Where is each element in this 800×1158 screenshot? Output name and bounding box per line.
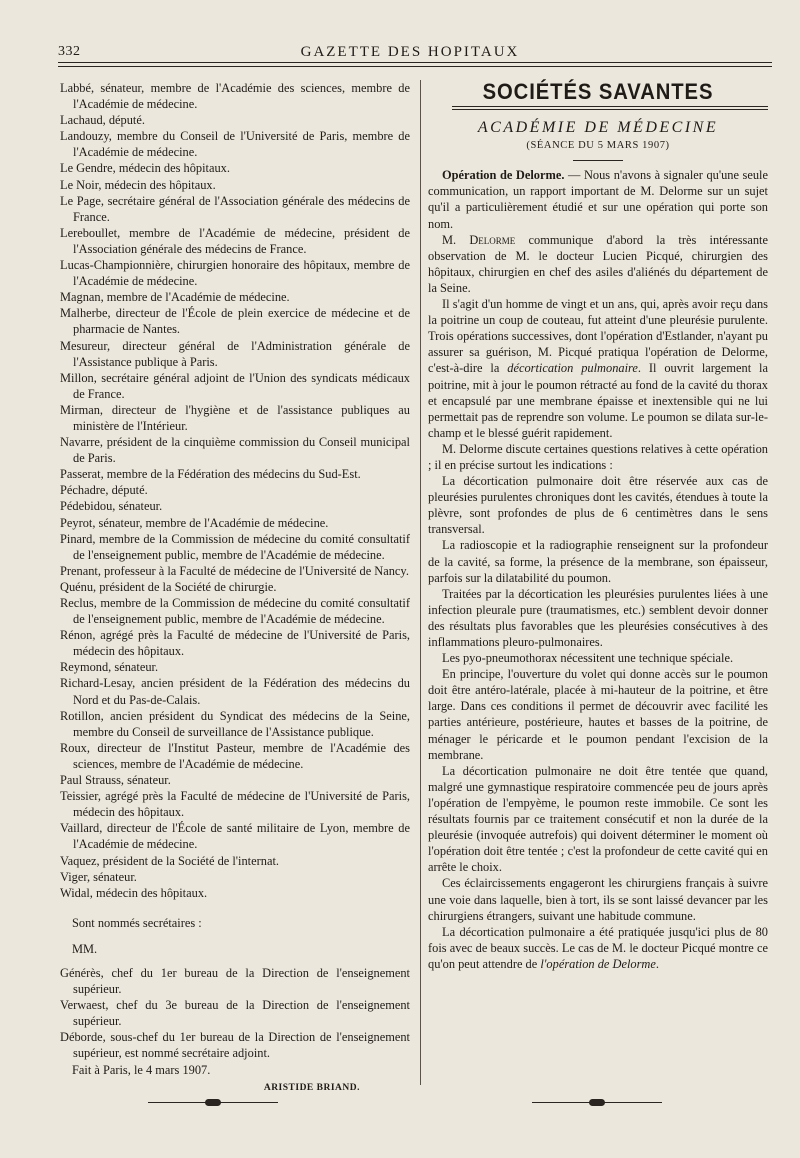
- header-rule-thin: [58, 66, 772, 67]
- page-number: 332: [58, 44, 81, 59]
- secretaries-list: [60, 965, 410, 1062]
- member-entry: Rénon, agrégé près la Faculté de médecine de l'Université de Paris, médecin des hôpitaux.: [60, 628, 410, 659]
- member-entry: Mirman, directeur de l'hygiène et de l'assistance publiques au ministère de l'Intérieur.: [60, 402, 410, 433]
- member-entry: Paul Strauss, sénateur.: [60, 773, 171, 788]
- paragraph-3: [428, 296, 768, 441]
- member-entry: Quénu, président de la Société de chirurgie.: [60, 579, 277, 594]
- signing-date: Fait à Paris, le 4 mars 1907.: [72, 1062, 211, 1077]
- header-rule: [58, 62, 772, 63]
- paragraph-3-text-a: Il s'agit d'un homme de vingt et un ans, qui, après avoir reçu dans la poitrine un coup de couteau, fut atteint d'une pleurésie purulente. Trois opérations successives, dont l'opération d'Estlander, n'ayant pu assurer sa guérison, M. Picqué pratiqua l'opération de Delorme, c'est-à-dire la: [428, 297, 768, 376]
- member-entry: Reclus, membre de la Commission de médecine du comité consultatif de l'enseignement public, membre de l'Académie de médecine.: [60, 596, 410, 627]
- right-end-ornament: [532, 1098, 662, 1108]
- section-title: SOCIÉTÉS SAVANTES: [482, 79, 714, 104]
- member-entry: Pédebidou, sénateur.: [60, 499, 163, 514]
- member-entry: Pinard, membre de la Commission de médecine du comité consultatif de l'enseignement public, membre de l'Académie de médecine.: [60, 531, 410, 562]
- member-entry: Le Gendre, médecin des hôpitaux.: [60, 161, 230, 176]
- paragraph-2-name: M. Delorme: [442, 232, 516, 247]
- paragraph-12-text-b: .: [655, 956, 659, 971]
- paragraph-4: M. Delorme discute certaines questions relatives à cette opération ; il en précise surtout les indications :: [428, 441, 768, 472]
- left-column: [60, 80, 410, 1096]
- member-entry: Millon, secrétaire général adjoint de l'Union des syndicats médicaux de France.: [60, 370, 410, 401]
- member-entry: Rotillon, ancien président du Syndicat des médecins de la Seine, membre du Conseil de surveillance de l'Assistance publique.: [60, 708, 410, 739]
- member-entry: Navarre, président de la cinquième commission du Conseil municipal de Paris.: [60, 435, 410, 466]
- member-entry: Peyrot, sénateur, membre de l'Académie de médecine.: [60, 515, 329, 530]
- member-entry: Malherbe, directeur de l'École de plein exercice de médecine et de pharmacie de Nantes.: [60, 306, 410, 337]
- member-entry: Péchadre, député.: [60, 483, 148, 498]
- member-entry: Vaillard, directeur de l'École de santé militaire de Lyon, membre de l'Académie de médecine.: [60, 821, 410, 852]
- paragraph-9: En principe, l'ouverture du volet qui donne accès sur le poumon doit être antéro-latérale, placée à mi-hauteur de la poitrine, et être large. Dans ces conditions il permet de découvrir avec facilité les parties antérieure, postérieure, hautes et basses de la poitrine, de ménager le péricarde et le poumon pendant l'excision de la membrane.: [428, 667, 768, 762]
- paragraph-10: La décortication pulmonaire ne doit être tentée que quand, malgré une gymnastique respiratoire commencée peu de jours après l'opération de l'empyème, le poumon reste immobile. Ce sont les résultats fournis par ce traitement consécutif et non la durée de la pleurésie (invoquée autrefois) qui doivent déterminer le moment où l'opération doit être tentée ; c'est la profondeur de cette cavité qui en arrête le choix.: [428, 763, 768, 875]
- member-entry: Reymond, sénateur.: [60, 660, 159, 675]
- members-list: [60, 80, 410, 901]
- member-entry: Roux, directeur de l'Institut Pasteur, membre de l'Académie des sciences, membre de l'Académie de médecine.: [60, 740, 410, 771]
- section-rule-thin: [452, 109, 768, 110]
- right-column: [428, 79, 769, 972]
- academy-heading: ACADÉMIE DE MÉDECINE: [477, 119, 719, 137]
- member-entry: Lachaud, député.: [60, 113, 145, 128]
- secretary-entry: Générès, chef du 1er bureau de la Direction de l'enseignement supérieur.: [60, 965, 410, 997]
- paragraph-3-text-b: . Il ouvrit largement la poitrine, mit à jour le poumon rétracté au fond de la cavité du thorax et encapsulé par une membrane épaisse et inextensible qui ne lui permettait pas de reprendre son volume. Le poumon se dilata sur-le-champ et le blessé guérit rapidement.: [428, 361, 768, 440]
- short-rule: [573, 160, 623, 161]
- paragraph-7: Traitées par la décortication les pleurésies purulentes liées à une infection pleurale pure (traumatismes, etc.) semblent devoir donner des résultats plus favorables que les pleurésies consécutives à des inflammations pleuro-pulmonaires.: [428, 586, 768, 649]
- paragraph-2-text: communique d'abord la très intéressante observation de M. le docteur Lucien Picqué, chirurgien des hôpitaux, chirurgien en chef des asiles d'aliénés du département de la Seine.: [428, 232, 768, 295]
- member-entry: Viger, sénateur.: [60, 869, 137, 884]
- member-entry: Vaquez, président de la Société de l'internat.: [60, 853, 279, 868]
- member-entry: Lereboullet, membre de l'Académie de médecine, président de l'Association générale des médecins de France.: [60, 225, 410, 256]
- paragraph-11: Ces éclaircissements engageront les chirurgiens français à suivre une voie dans laquelle, bien à tort, ils se sont laissé devancer par les chirurgiens étrangers, suivant une habitude commune.: [428, 876, 768, 923]
- secretary-entry: Déborde, sous-chef du 1er bureau de la Direction de l'enseignement supérieur, est nommé secrétaire adjoint.: [60, 1030, 410, 1061]
- secretaries-heading: Sont nommés secrétaires :: [72, 915, 202, 930]
- paragraph-12-italic: l'opération de Delorme: [540, 956, 656, 971]
- member-entry: Lucas-Championnière, chirurgien honoraire des hôpitaux, membre de l'Académie de médecine.: [60, 258, 410, 289]
- paragraph-6: La radioscopie et la radiographie renseignent sur la profondeur de la cavité, sa forme, la présence de la membrane, son épaisseur, parfois sur la dilatabilité du poumon.: [428, 538, 768, 585]
- member-entry: Landouzy, membre du Conseil de l'Université de Paris, membre de l'Académie de médecine.: [60, 129, 410, 160]
- member-entry: Magnan, membre de l'Académie de médecine.: [60, 290, 290, 305]
- secretary-entry: Verwaest, chef du 3e bureau de la Direction de l'enseignement supérieur.: [60, 998, 410, 1029]
- session-date: (SÉANCE DU 5 MARS 1907): [526, 140, 670, 152]
- member-entry: Passerat, membre de la Fédération des médecins du Sud-Est.: [60, 467, 361, 482]
- paragraph-1: [428, 167, 768, 231]
- member-entry: Richard-Lesay, ancien président de la Fédération des médecins du Nord et du Pas-de-Calais.: [60, 676, 410, 707]
- paragraph-12-text-a: La décortication pulmonaire a été pratiquée jusqu'ici plus de 80 fois avec de beaux succès. Le cas de M. le docteur Picqué montre ce qu'on peut attendre de: [428, 924, 768, 971]
- paragraph-1-text: — Nous n'avons à signaler qu'une seule communication, un rapport important de M. Delorme sur un sujet qu'il a particulièrement étudié et sur une opération qui porte son nom.: [428, 168, 769, 231]
- left-end-ornament: [148, 1098, 278, 1108]
- signature: ARISTIDE BRIAND.: [263, 1082, 360, 1093]
- section-rule: [452, 106, 768, 107]
- mm-label: MM.: [72, 941, 98, 956]
- paragraph-2: [428, 232, 768, 296]
- member-entry: Le Page, secrétaire général de l'Association générale des médecins de France.: [60, 193, 410, 224]
- member-entry: Le Noir, médecin des hôpitaux.: [60, 177, 216, 192]
- paragraph-12: [428, 924, 768, 972]
- member-entry: Prenant, professeur à la Faculté de médecine de l'Université de Nancy.: [60, 563, 409, 578]
- column-divider: [420, 80, 421, 1085]
- member-entry: Labbé, sénateur, membre de l'Académie des sciences, membre de l'Académie de médecine.: [60, 81, 410, 112]
- paragraph-5: La décortication pulmonaire doit être réservée aux cas de pleurésies purulentes chroniques dont les cavités, étendues à toute la plèvre, sont profondes de plus de 6 centimètres dans le sens transversal.: [428, 474, 768, 537]
- member-entry: Mesureur, directeur général de l'Administration générale de l'Assistance publique à Paris.: [60, 338, 410, 369]
- paragraph-1-title: Opération de Delorme.: [442, 168, 565, 183]
- paragraph-3-italic: décortication pulmonaire: [507, 361, 638, 376]
- member-entry: Teissier, agrégé près la Faculté de médecine de l'Université de Paris, médecin des hôpitaux.: [60, 789, 410, 820]
- paragraph-8: Les pyo-pneumothorax nécessitent une technique spéciale.: [442, 651, 734, 666]
- running-title: GAZETTE DES HOPITAUX: [300, 44, 520, 60]
- member-entry: Widal, médecin des hôpitaux.: [60, 885, 208, 900]
